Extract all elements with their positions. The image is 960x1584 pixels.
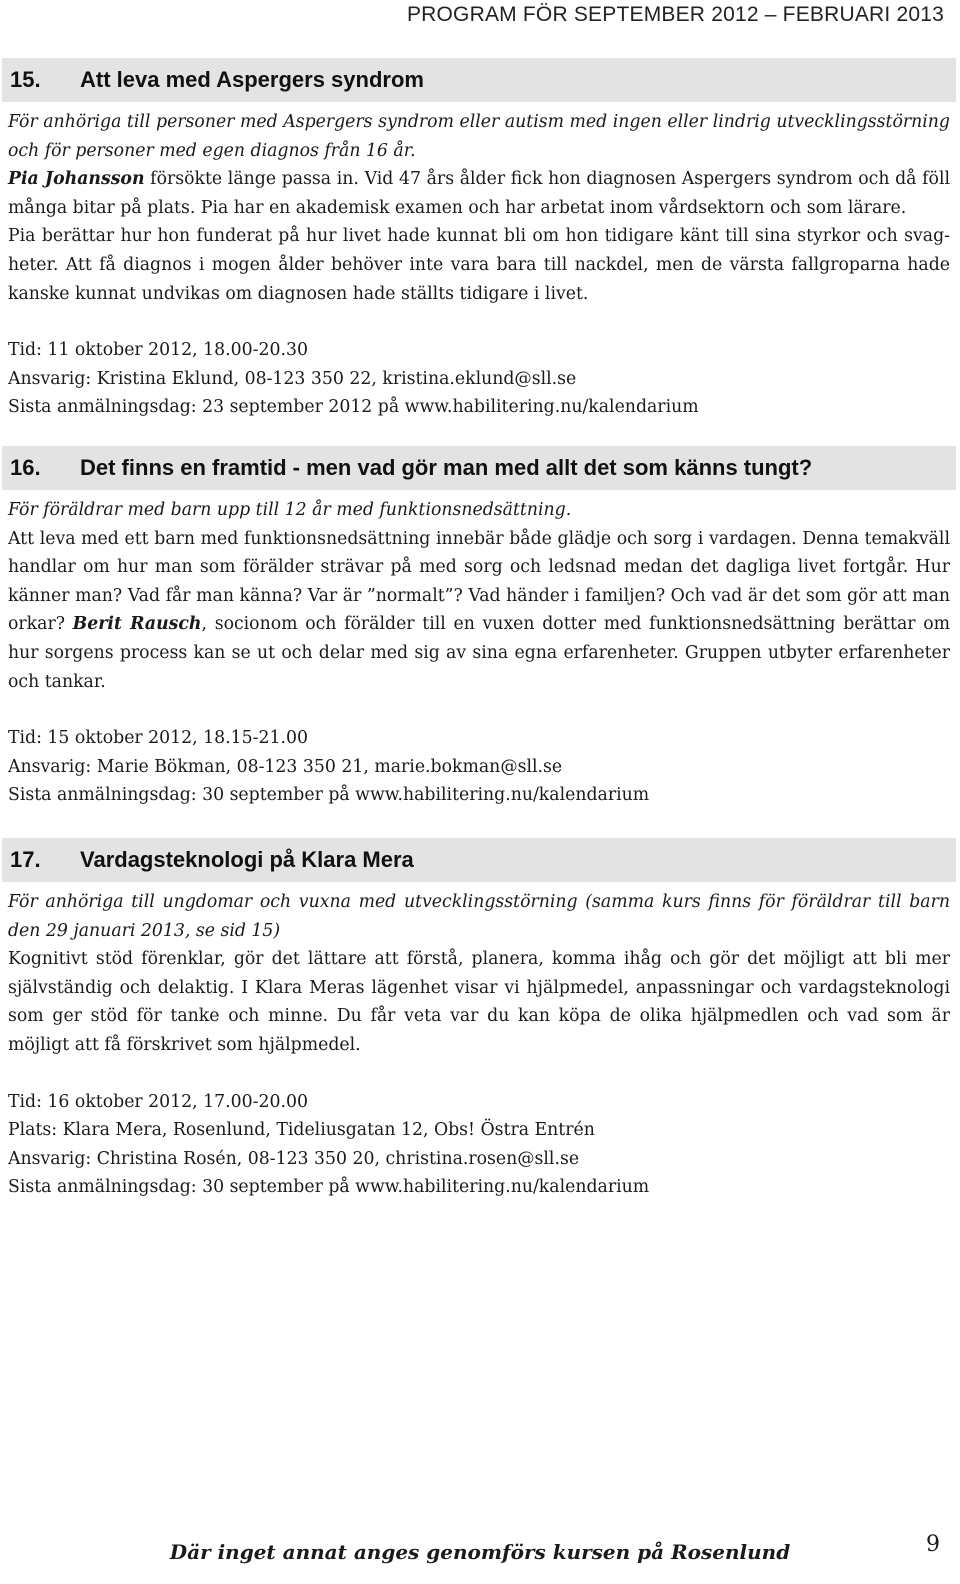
section-header [2,58,956,102]
section-body [0,102,960,308]
audience-text: För anhöriga till ungdomar och vuxna med utvecklingsstörning (samma kurs finns för föräldrar till barn den 29 januari 2013, se sid 15) [8,892,950,941]
section-header [2,446,956,490]
section-header [2,838,956,882]
event-deadline: Sista anmälningsdag: 23 september 2012 på www.habilitering.nu/kalendarium [8,397,699,418]
event-responsible: Ansvarig: Kristina Eklund, 08-123 350 22, kristina.eklund@sll.se [8,368,577,389]
event-responsible: Ansvarig: Marie Bökman, 08-123 350 21, marie.bokman@sll.se [8,756,563,777]
event-deadline: Sista anmälningsdag: 30 september på www.habilitering.nu/kalendarium [8,785,650,806]
speaker-name: Berit Rausch [72,614,202,635]
section-body [0,490,960,696]
section-number: 15. [10,67,41,92]
event-place: Plats: Klara Mera, Rosenlund, Tideliusgatan 12, Obs! Östra Entrén [8,1120,595,1141]
event-info [0,1088,960,1202]
description-paragraph [8,165,950,222]
event-time: Tid: 11 oktober 2012, 18.00-20.30 [8,340,308,361]
page-header: PROGRAM FÖR SEPTEMBER 2012 – FEBRUARI 2013 [406,3,944,26]
description-paragraph-2: Pia berättar hur hon funderat på hur livet hade kunnat bli om hon tidigare känt till sina styrkor och svagheter. Att få diagnos i mogen ålder behöver inte vara bara till nackdel, men de värsta fallgroparna hade kanske kunnat undvikas om diagnosen hade ställts tidigare i livet. [8,226,950,304]
section-number: 17. [10,847,41,872]
event-info [0,724,960,810]
event-time: Tid: 15 oktober 2012, 18.15-21.00 [8,728,308,749]
description-text-2: , socionom och förälder till en vuxen dotter med funktionsnedsättning berättar om hur sorgens process kan se ut och delar med sig av sina egna erfarenheter. Gruppen utbyter erfarenheter och tankar. [8,614,951,692]
description-text: försökte länge passa in. Vid 47 års ålder fick hon diagnosen Aspergers syndrom och då föll många bitar på plats. Pia har en akademisk examen och har arbetat inom vårdsektorn och som lärare. [8,169,950,218]
section-number: 16. [10,455,41,480]
event-info [0,336,960,422]
section-title: Vardagsteknologi på Klara Mera [80,847,414,872]
section-title: Det finns en framtid - men vad gör man med allt det som känns tungt? [80,455,813,480]
event-deadline: Sista anmälningsdag: 30 september på www.habilitering.nu/kalendarium [8,1177,650,1198]
event-time: Tid: 16 oktober 2012, 17.00-20.00 [8,1091,308,1112]
event-responsible: Ansvarig: Christina Rosén, 08-123 350 20, christina.rosen@sll.se [8,1148,580,1169]
footer-note: Där inget annat anges genomförs kursen på Rosenlund [169,1540,791,1564]
audience-text: För föräldrar med barn upp till 12 år med funktionsnedsättning. [8,500,572,520]
program-item-15 [0,58,960,422]
description-paragraph [8,525,950,697]
description-paragraph: Kognitivt stöd förenklar, gör det lättare att förstå, planera, komma ihåg och gör det möjligt att bli mer självständig och delaktig. I Klara Meras lägenhet visar vi hjälpmedel, anpassningar och vardagsteknologi som ger stöd för tanke och minne. Du får veta var du kan köpa de olika hjälpmedlen och vad som är möjligt att få förskrivet som hjälpmedel. [8,949,950,1055]
description-text: Att leva med ett barn med funktionsnedsättning innebär både glädje och sorg i vardagen. Denna temakväll handlar om hur man som förälder strävar på med sorg och ledsnad medan det dagliga livet fortgår. Hur känner man? Vad får man känna? Var är ”normalt”? Vad händer i familjen? Och vad är det som gör att man orkar? [8,528,950,635]
audience-text: För anhöriga till personer med Aspergers syndrom eller autism med ingen eller lindrig utvecklingsstörning och för personer med egen diagnos från 16 år. [8,112,950,161]
speaker-name: Pia Johansson [8,169,145,190]
section-body [0,882,960,1060]
program-item-16 [0,446,960,810]
section-title: Att leva med Aspergers syndrom [80,67,424,92]
page-number: 9 [926,1532,940,1557]
program-item-17 [0,838,960,1202]
